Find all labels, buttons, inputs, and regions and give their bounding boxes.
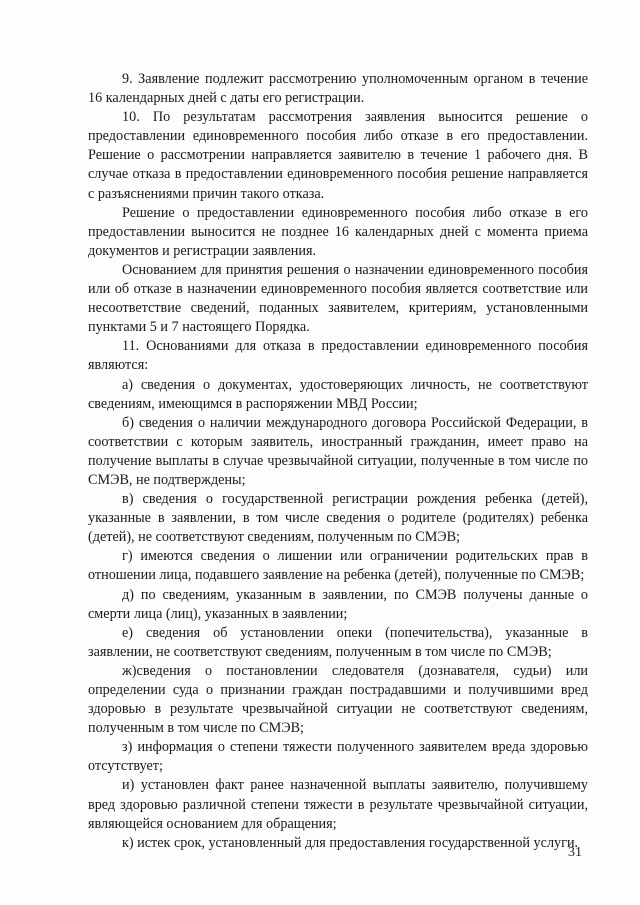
- list-item-z: з) информация о степени тяжести полученного заявителем вреда здоровью отсутствует;: [88, 739, 588, 775]
- paragraph-11: 11. Основаниями для отказа в предоставлении единовременного пособия являются:: [88, 338, 588, 374]
- document-body: [88, 70, 588, 853]
- list-item-i: и) установлен факт ранее назначенной выплаты заявителю, получившему вред здоровью различной степени тяжести в результате чрезвычайной ситуации, являющейся основанием для обращения;: [88, 777, 588, 832]
- list-item-b: б) сведения о наличии международного договора Российской Федерации, в соответствии с которым заявитель, иностранный гражданин, имеет право на получение выплаты в случае чрезвычайной ситуации, полученные в том числе по СМЭВ, не подтверждены;: [88, 414, 588, 488]
- paragraph-decision-basis: Основанием для принятия решения о назначении единовременного пособия или об отказе в назначении единовременного пособия является соответствие или несоответствие сведений, поданных заявителем, критериям, установленными пунктами 5 и 7 настоящего Порядка.: [88, 261, 588, 336]
- list-item-k: к) истек срок, установленный для предоставления государственной услуги.: [122, 834, 579, 851]
- paragraph-decision-deadline: Решение о предоставлении единовременного пособия либо отказе в его предоставлении выносится не позднее 16 календарных дней с момента приема документов и регистрации заявления.: [88, 204, 588, 259]
- list-item-d: д) по сведениям, указанным в заявлении, по СМЭВ получены данные о смерти лица (лиц), указанных в заявлении;: [88, 586, 588, 622]
- paragraph-9: 9. Заявление подлежит рассмотрению уполномоченным органом в течение 16 календарных дней с даты его регистрации.: [88, 71, 588, 107]
- paragraph-10: 10. По результатам рассмотрения заявления выносится решение о предоставлении единовременного пособия либо отказе в его предоставлении. Решение о рассмотрении направляется заявителю в течение 1 рабочего дня. В случае отказа в предоставлении единовременного пособия решение направляется с разъяснениями причин такого отказа.: [88, 109, 588, 202]
- list-item-zh: ж)сведения о постановлении следователя (дознавателя, судьи) или определении суда о признании граждан пострадавшими и получившими вред здоровью в результате чрезвычайной ситуации не соответствуют сведениям, полученным в том числе по СМЭВ;: [88, 662, 588, 737]
- list-item-v: в) сведения о государственной регистрации рождения ребенка (детей), указанные в заявлении, в том числе сведения о родителе (родителях) ребенка (детей), не соответствуют сведениям, полученным по СМЭВ;: [88, 491, 588, 546]
- list-item-g: г) имеются сведения о лишении или ограничении родительских прав в отношении лица, подавшего заявление на ребенка (детей), полученные по СМЭВ;: [88, 548, 588, 584]
- list-item-a: а) сведения о документах, удостоверяющих личность, не соответствуют сведениям, имеющимся в распоряжении МВД России;: [88, 376, 588, 412]
- list-item-e: е) сведения об установлении опеки (попечительства), указанные в заявлении, не соответствуют сведениям, полученным в том числе по СМЭВ;: [88, 624, 588, 660]
- page-number: 31: [568, 845, 582, 860]
